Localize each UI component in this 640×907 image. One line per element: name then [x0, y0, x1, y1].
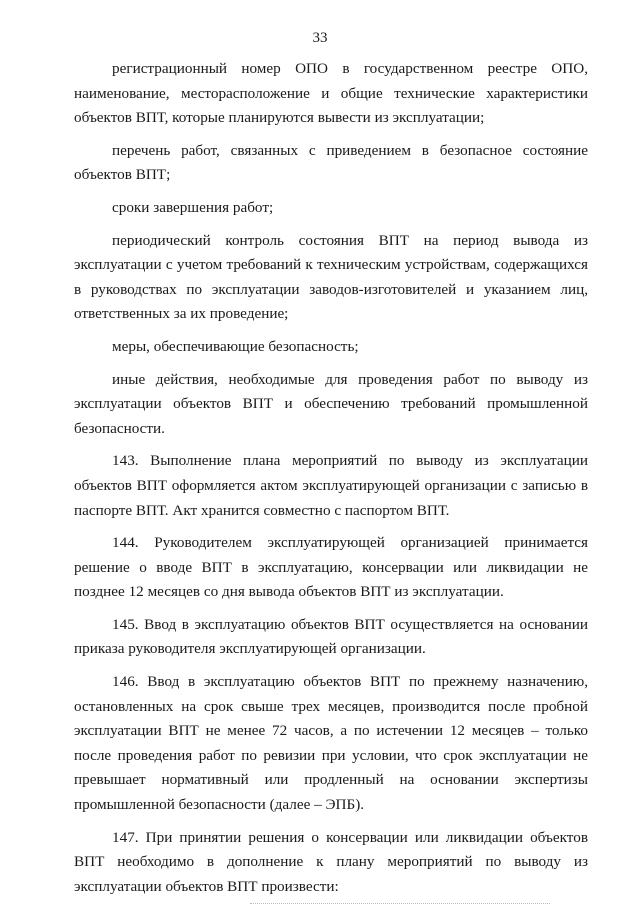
page-number: 33 — [312, 30, 328, 46]
paragraph-item-147: 147. При принятии решения о консервации или ликвидации объектов ВПТ необходимо в дополнение к плану мероприятий по выводу из эксплуатации объектов ВПТ произвести: — [74, 828, 588, 895]
body-text — [74, 57, 588, 907]
paragraph-work-list: перечень работ, связанных с приведением в безопасное состояние объектов ВПТ; — [74, 141, 588, 184]
paragraph-registration-number: регистрационный номер ОПО в государственном реестре ОПО, наименование, месторасположение и общие технические характеристики объектов ВПТ, которые планируются вывести из эксплуатации; — [74, 60, 588, 127]
paragraph-deadlines: сроки завершения работ; — [112, 198, 274, 216]
paragraph-item-143: 143. Выполнение плана мероприятий по выводу из эксплуатации объектов ВПТ оформляется актом эксплуатирующей организации с записью в паспорте ВПТ. Акт хранится совместно с паспортом ВПТ. — [74, 452, 588, 519]
paragraph-periodic-control: периодический контроль состояния ВПТ на период вывода из эксплуатации с учетом требований к техническим устройствам, содержащихся в руководствах по эксплуатации заводов-изготовителей и указанием лиц, ответственных за их проведение; — [74, 231, 588, 323]
paragraph-safety-measures: меры, обеспечивающие безопасность; — [112, 337, 359, 355]
paragraph-item-145: 145. Ввод в эксплуатацию объектов ВПТ осуществляется на основании приказа руководителя эксплуатирующей организации. — [74, 615, 588, 658]
paragraph-other-actions: иные действия, необходимые для проведения работ по выводу из эксплуатации объектов ВПТ и обеспечению требований промышленной безопасности. — [74, 370, 588, 437]
paragraph-item-146: 146. Ввод в эксплуатацию объектов ВПТ по прежнему назначению, остановленных на срок свыше трех месяцев, производится после пробной эксплуатации ВПТ не менее 72 часов, а по истечении 12 месяцев – только после проведения работ по ревизии при условии, что срок эксплуатации не превышает нормативный или продленный на основании экспертизы промышленной безопасности (далее – ЭПБ). — [74, 673, 588, 814]
paragraph-item-144: 144. Руководителем эксплуатирующей организацией принимается решение о вводе ВПТ в эксплуатацию, консервации или ликвидации не позднее 12 месяцев со дня вывода объектов ВПТ из эксплуатации. — [74, 534, 588, 601]
